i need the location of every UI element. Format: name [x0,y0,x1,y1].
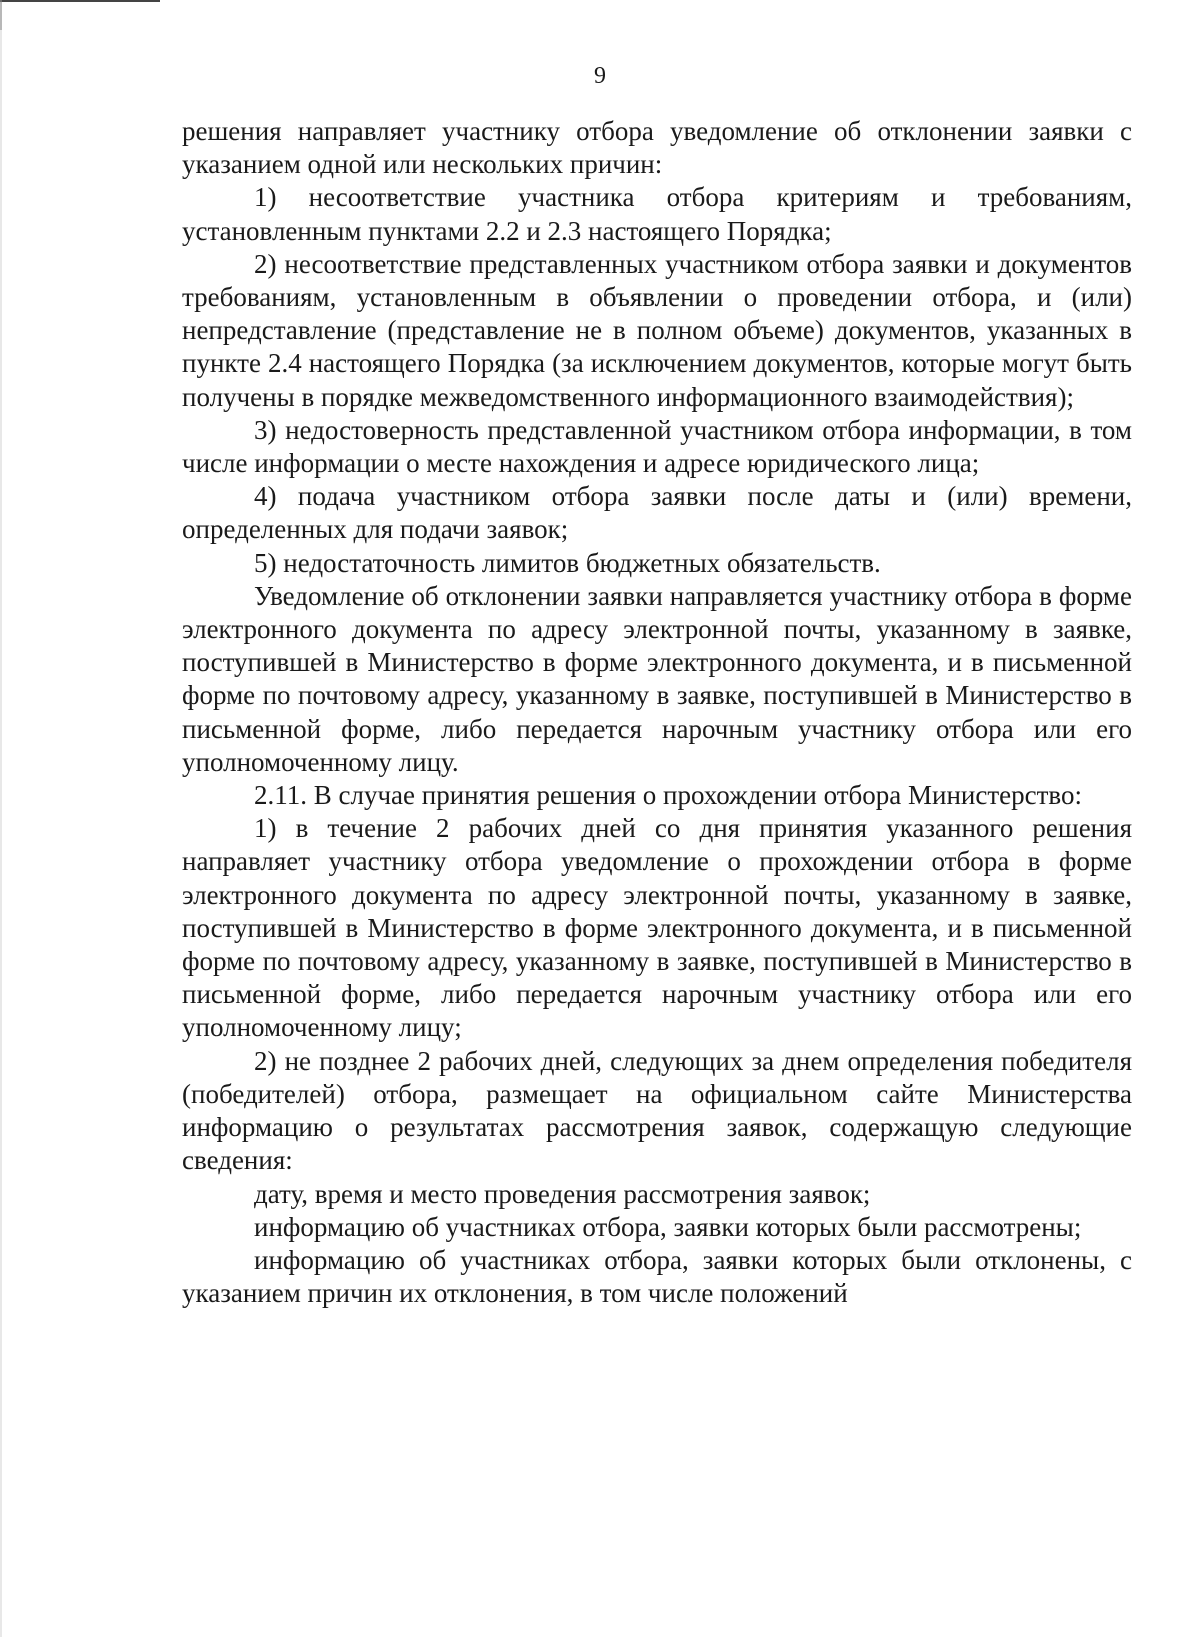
paragraph-reason-4: 4) подача участником отбора заявки после даты и (или) времени, определенных для подачи заявок; [182,481,1132,545]
paragraph-reason-3: 3) недостоверность представленной участником отбора информации, в том числе информации о месте нахождения и адресе юридического лица; [182,414,1132,479]
scan-edge-mark [0,0,160,2]
paragraph-reason-2: 2) несоответствие представленных участником отбора заявки и документов требованиям, установленным в объявлении о проведении отбора, и (или) непредставление (представление не в полном объеме) документов, указанных в пункте 2.4 настоящего Порядка (за исключением документов, которые могут быть получены в порядке межведомственного информационного взаимодействия); [182,248,1132,412]
paragraph-section-2-11: 2.11. В случае принятия решения о прохождении отбора Министерство: [254,780,1082,811]
scan-edge-shadow [0,0,2,1637]
document-body [182,115,1132,1310]
paragraph-reason-5: 5) недостаточность лимитов бюджетных обязательств. [254,547,881,578]
paragraph-success-notice: 1) в течение 2 рабочих дней со дня принятия указанного решения направляет участнику отбора уведомление о прохождении отбора в форме электронного документа по адресу электронной почты, указанному в заявке, поступившей в Министерство в форме электронного документа, и в письменной форме по почтовому адресу, указанному в заявке, поступившей в Министерство в письменной форме, либо передается нарочным участнику отбора или его уполномоченному лицу; [182,813,1132,1043]
paragraph-results-item-reviewed: информацию об участниках отбора, заявки которых были рассмотрены; [254,1211,1082,1242]
paragraph-rejection-delivery: Уведомление об отклонении заявки направляется участнику отбора в форме электронного документа по адресу электронной почты, указанному в заявке, поступившей в Министерство в форме электронного документа, и в письменной форме по почтовому адресу, указанному в заявке, поступившей в Министерство в письменной форме, либо передается нарочным участнику отбора или его уполномоченному лицу. [182,580,1132,777]
page-number: 9 [594,63,606,89]
paragraph-results-item-date: дату, время и место проведения рассмотрения заявок; [254,1178,871,1209]
paragraph-results-publication: 2) не позднее 2 рабочих дней, следующих за днем определения победителя (победителей) отбора, размещает на официальном сайте Министерства информацию о результатах рассмотрения заявок, содержащую следующие сведения: [182,1045,1132,1176]
paragraph-rejection-notice-intro: решения направляет участнику отбора уведомление об отклонении заявки с указанием одной или нескольких причин: [182,116,1132,180]
paragraph-results-item-rejected: информацию об участниках отбора, заявки которых были отклонены, с указанием причин их отклонения, в том числе положений [182,1244,1132,1309]
paragraph-reason-1: 1) несоответствие участника отбора критериям и требованиям, установленным пунктами 2.2 и 2.3 настоящего Порядка; [182,182,1132,246]
